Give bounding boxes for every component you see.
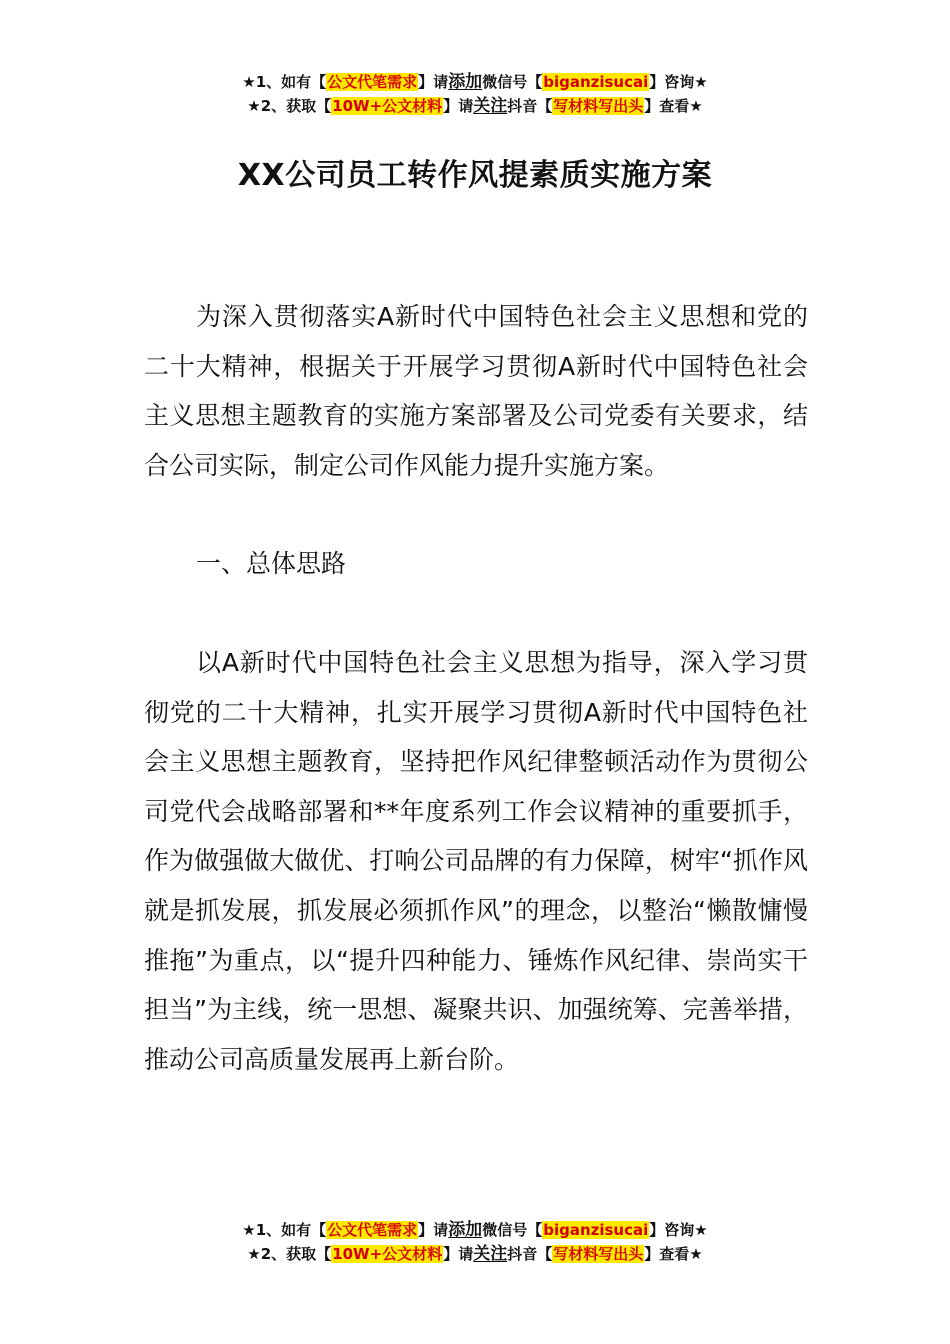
banner-highlight: biganzisucai (543, 1221, 649, 1239)
banner-line-2 (0, 94, 950, 118)
banner-highlight: 10W+公文材料 (332, 1245, 443, 1263)
section-heading: 一、总体思路 (196, 549, 347, 578)
banner-text: 微信号【 (482, 73, 543, 91)
banner-emphasis: 添加 (448, 1220, 483, 1240)
header-banner (0, 70, 950, 118)
banner-text: 微信号【 (482, 1221, 543, 1239)
banner-text: 】查看★ (644, 1245, 703, 1263)
intro-paragraph: 为深入贯彻落实A新时代中国特色社会主义思想和党的二十大精神，根据关于开展学习贯彻A新时代中国特色社会主义思想主题教育的实施方案部署及公司党委有关要求，结合公司实际，制定公司作风能力提升实施方案。 (144, 302, 808, 480)
banner-text: 】咨询★ (649, 1221, 708, 1239)
banner-highlight: 公文代笔需求 (327, 1221, 418, 1239)
banner-text: ★2、获取【 (247, 1245, 332, 1263)
banner-text: 】请 (418, 73, 449, 91)
banner-highlight: 公文代笔需求 (327, 73, 418, 91)
section-body-paragraph: 以A新时代中国特色社会主义思想为指导，深入学习贯彻党的二十大精神，扎实开展学习贯彻A新时代中国特色社会主义思想主题教育，坚持把作风纪律整顿活动作为贯彻公司党代会战略部署和**年度系列工作会议精神的重要抓手，作为做强做大做优、打响公司品牌的有力保障，树牢“抓作风就是抓发展，抓发展必须抓作风”的理念，以整治“懒散慵慢推拖”为重点，以“提升四种能力、锤炼作风纪律、崇尚实干担当”为主线，统一思想、凝聚共识、加强统筹、完善举措，推动公司高质量发展再上新台阶。 (144, 648, 808, 1074)
banner-line-1 (0, 1218, 950, 1242)
banner-text: ★1、如有【 (242, 1221, 327, 1239)
banner-line-1 (0, 70, 950, 94)
banner-highlight: 写材料写出头 (553, 97, 644, 115)
banner-text: 】查看★ (644, 97, 703, 115)
banner-emphasis: 关注 (473, 96, 508, 116)
banner-emphasis: 关注 (473, 1244, 508, 1264)
banner-text: 抖音【 (507, 97, 553, 115)
banner-text: 】请 (418, 1221, 449, 1239)
banner-highlight: 10W+公文材料 (332, 97, 443, 115)
banner-line-2 (0, 1242, 950, 1266)
banner-text: ★2、获取【 (247, 97, 332, 115)
footer-banner (0, 1218, 950, 1266)
document-title: XX公司员工转作风提素质实施方案 (237, 158, 713, 193)
banner-text: ★1、如有【 (242, 73, 327, 91)
banner-text: 】咨询★ (649, 73, 708, 91)
banner-emphasis: 添加 (448, 72, 483, 92)
banner-text: 】请 (443, 97, 474, 115)
banner-highlight: biganzisucai (543, 73, 649, 91)
banner-highlight: 写材料写出头 (553, 1245, 644, 1263)
banner-text: 】请 (443, 1245, 474, 1263)
banner-text: 抖音【 (507, 1245, 553, 1263)
